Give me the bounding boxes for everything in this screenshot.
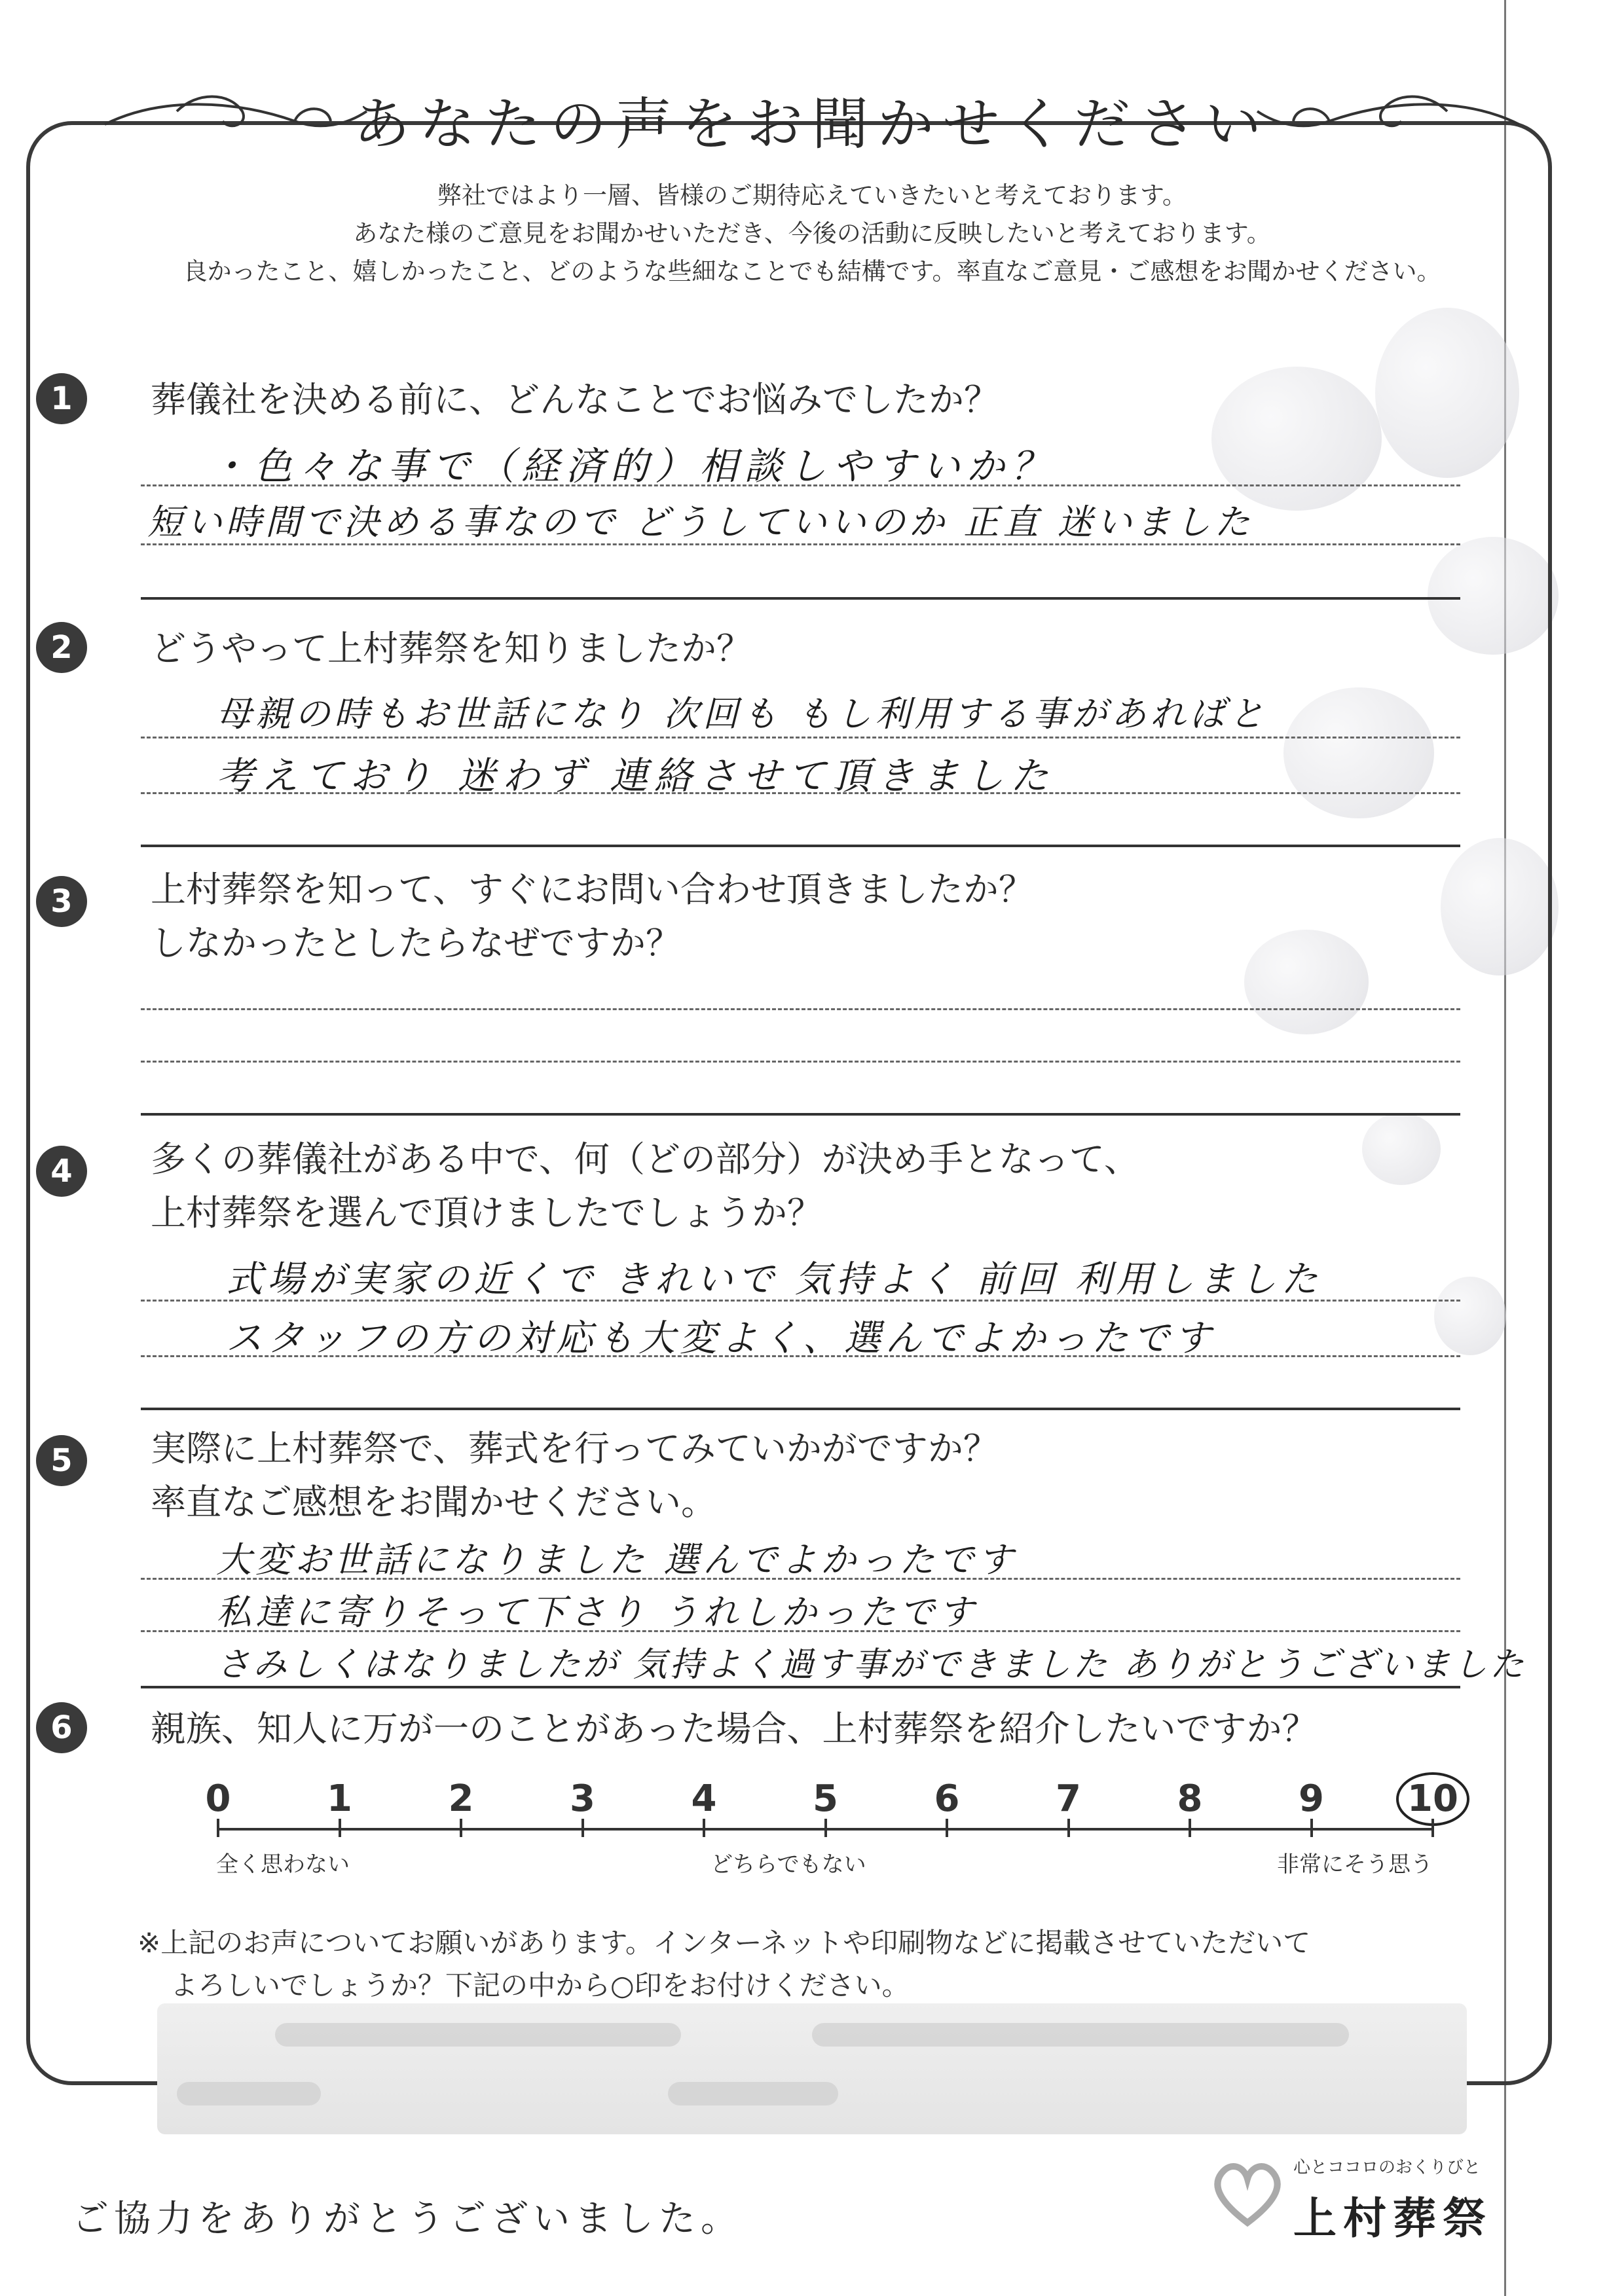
rating-tick [946, 1819, 948, 1837]
question-text: 率直なご感想をお聞かせください。 [151, 1482, 716, 1523]
rating-tick [824, 1819, 827, 1837]
rating-number: 10 [1407, 1777, 1458, 1820]
rating-tick [703, 1819, 705, 1837]
answer-line [141, 792, 1460, 794]
page-title: あなたの声をお聞かせください [354, 92, 1270, 157]
answer-line [141, 1008, 1460, 1010]
rating-number: 9 [1299, 1777, 1324, 1820]
rating-tick [339, 1819, 341, 1837]
heart-logo-icon [1208, 2154, 1287, 2232]
answer-line [141, 1300, 1460, 1302]
question-number: 1 [36, 373, 87, 424]
answer-handwriting: スタッフの方の対応も大変よく、選んでよかったです [226, 1317, 1215, 1360]
rating-number: 8 [1177, 1777, 1203, 1820]
logo-name: 上村葬祭 [1293, 2193, 1492, 2244]
rating-tick [581, 1819, 584, 1837]
question-1 [50, 373, 1460, 427]
question-text: 多くの葬儀社がある中で、何（どの部分）が決め手となって、 [151, 1139, 1139, 1180]
answer-handwriting: ・色々な事で（経済的）相談しやすいか？ [210, 444, 1056, 488]
rating-tick [217, 1819, 219, 1837]
intro-line: 弊社ではより一層、皆様のご期待応えていきたいと考えております。 [437, 181, 1187, 210]
redacted-option [668, 2082, 838, 2105]
section-divider [141, 597, 1460, 600]
rating-number: 3 [570, 1777, 595, 1820]
rating-number: 4 [691, 1777, 717, 1820]
question-text: 上村葬祭を選んで頂けましたでしょうか？ [151, 1192, 822, 1233]
rating-number: 2 [448, 1777, 474, 1820]
answer-line [141, 1355, 1460, 1357]
question-number: 6 [36, 1702, 87, 1753]
answer-line [141, 543, 1460, 545]
closing-message: ご協力をありがとうございました。 [72, 2198, 743, 2240]
question-6 [50, 1702, 1460, 1756]
rating-tick [460, 1819, 462, 1837]
redacted-option [177, 2082, 321, 2105]
rating-tick [1431, 1819, 1434, 1837]
answer-handwriting: 式場が実家の近くで きれいで 気持よく 前回 利用しました [226, 1258, 1323, 1301]
question-5 [50, 1422, 1460, 1529]
rating-tick [1189, 1819, 1191, 1837]
rating-tick [1310, 1819, 1313, 1837]
question-2 [50, 622, 1460, 676]
section-divider [141, 1686, 1460, 1688]
answer-handwriting: 考えており 迷わず 連絡させて頂きました [216, 754, 1055, 798]
rating-number: 1 [327, 1777, 352, 1820]
answer-line [141, 1578, 1460, 1580]
question-number: 4 [36, 1146, 87, 1197]
answer-line [141, 484, 1460, 486]
question-4 [50, 1133, 1460, 1240]
redacted-options-area [157, 2003, 1467, 2134]
answer-line [141, 1630, 1460, 1632]
question-text: 葬儀社を決める前に、どんなことでお悩みでしたか？ [151, 379, 999, 420]
question-number: 3 [36, 876, 87, 927]
note-line: よろしいでしょうか？下記の中から○印をお付けください。 [170, 1969, 910, 2001]
rating-number: 7 [1056, 1777, 1081, 1820]
intro-line: 良かったこと、嬉しかったこと、どのような些細なことでも結構です。率直なご意見・ご感想をお聞かせください。 [183, 257, 1441, 285]
question-text: 上村葬祭を知って、すぐにお問い合わせ頂きましたか？ [151, 869, 1034, 910]
question-text: 親族、知人に万が一のことがあった場合、上村葬祭を紹介したいですか？ [151, 1708, 1318, 1749]
scale-label-high: 非常にそう思う [1277, 1851, 1433, 1878]
answer-handwriting: 母親の時もお世話になり 次回も もし利用する事があればと [216, 693, 1268, 735]
question-text: どうやって上村葬祭を知りましたか？ [151, 628, 752, 669]
note-line: ※上記のお声についてお願いがあります。インターネットや印刷物などに掲載させていただいて [138, 1927, 1311, 1959]
scale-label-mid: どちらでもない [710, 1851, 866, 1878]
logo-tagline: 心とココロのおくりびと [1293, 2158, 1481, 2178]
rating-tick [1067, 1819, 1070, 1837]
answer-handwriting: 私達に寄りそって下さり うれしかったです [216, 1592, 978, 1633]
question-3 [50, 863, 1460, 970]
scale-label-low: 全く思わない [216, 1851, 350, 1878]
answer-line [141, 737, 1460, 738]
redacted-option [812, 2023, 1349, 2047]
rating-number: 0 [205, 1777, 231, 1820]
section-divider [141, 845, 1460, 847]
section-divider [141, 1408, 1460, 1410]
intro-text [98, 177, 1526, 291]
answer-handwriting: さみしくはなりましたが 気持よく過す事ができました ありがとうございました [216, 1645, 1527, 1685]
answer-handwriting: 短い時間で決める事なので どうしていいのか 正直 迷いました [147, 501, 1254, 543]
answer-handwriting: 大変お世話になりました 選んでよかったです [216, 1539, 1018, 1580]
redacted-option [275, 2023, 681, 2047]
answer-line [141, 1061, 1460, 1063]
rating-number: 5 [813, 1777, 838, 1820]
rating-number: 6 [934, 1777, 960, 1820]
question-number: 5 [36, 1435, 87, 1486]
question-text: 実際に上村葬祭で、葬式を行ってみていかがですか？ [151, 1428, 999, 1469]
intro-line: あなた様のご意見をお聞かせいただき、今後の活動に反映したいと考えております。 [353, 219, 1271, 247]
question-number: 2 [36, 622, 87, 673]
question-text: しなかったとしたらなぜですか？ [151, 922, 681, 964]
publication-consent-note [138, 1922, 1310, 2007]
section-divider [141, 1113, 1460, 1116]
